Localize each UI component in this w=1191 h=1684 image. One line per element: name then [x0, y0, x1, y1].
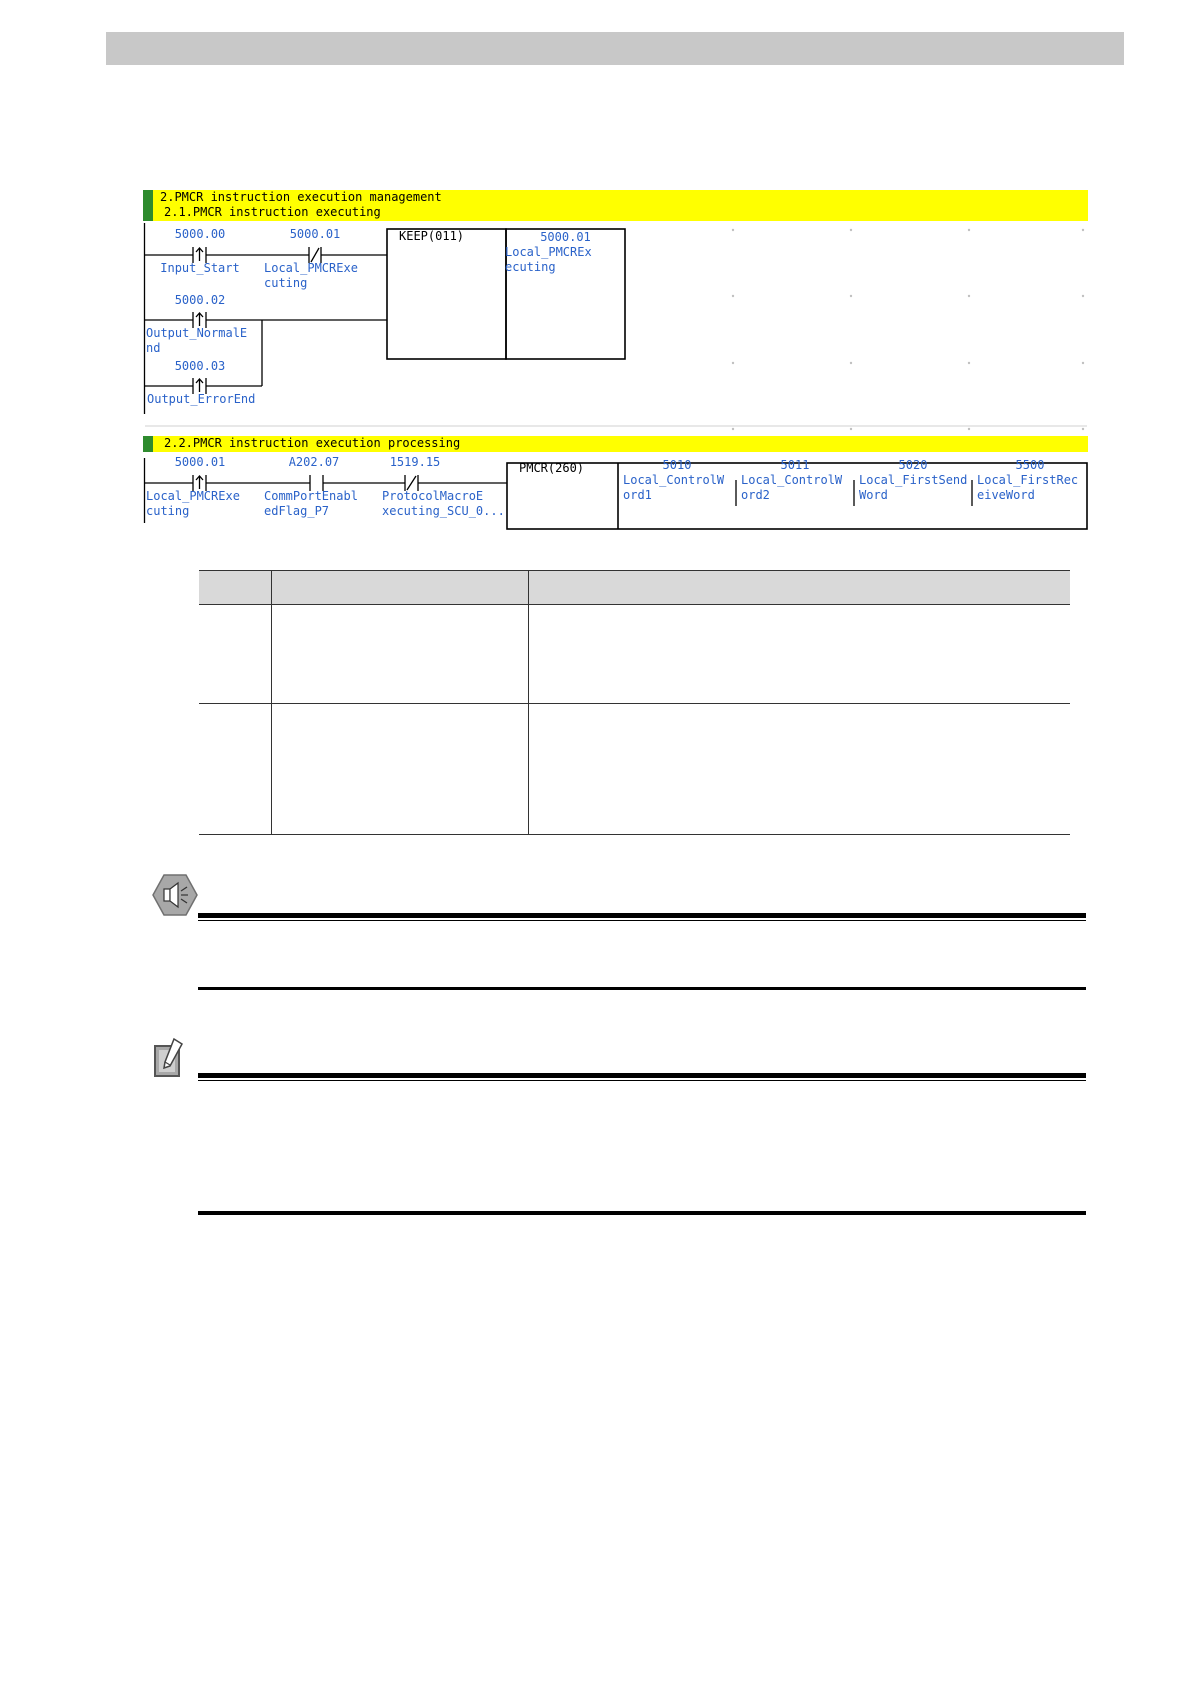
table-header-cell: [529, 571, 1071, 605]
contact-name: xecuting_SCU_0...: [382, 504, 505, 518]
table-cell: [272, 704, 529, 835]
contact-address: 5000.00: [174, 227, 226, 241]
section-2-1-title: 2.1.PMCR instruction executing: [164, 205, 381, 219]
table-header-cell: [199, 571, 272, 605]
table-cell: [529, 605, 1071, 704]
contact-address: 5000.03: [174, 359, 226, 373]
operand-name: ord2: [741, 488, 770, 502]
contact-name: edFlag_P7: [264, 504, 330, 518]
contact-address: A202.07: [288, 455, 340, 469]
operand-name: Local_FirstRec: [977, 473, 1079, 487]
table-cell: [199, 704, 272, 835]
table-header-row: [199, 571, 1070, 605]
keep-output-name: Local_PMCREx: [505, 245, 592, 259]
keep-instruction-label: KEEP(011): [399, 229, 465, 243]
contact-name: cuting: [146, 504, 190, 518]
operand-address: 5011: [780, 458, 810, 472]
contact-name: cuting: [264, 276, 308, 290]
correct-use-top-rule-thin: [198, 1080, 1086, 1081]
operand-name: Word: [859, 488, 888, 502]
speaker-precaution-icon: [152, 874, 198, 921]
pencil-clipboard-icon: [152, 1036, 188, 1083]
contact-name: Output_ErrorEnd: [147, 392, 256, 406]
contact-name: Input_Start: [160, 261, 240, 275]
table-cell: [529, 704, 1071, 835]
contact-address: 5000.01: [289, 227, 341, 241]
table-header-cell: [272, 571, 529, 605]
operand-name: Local_ControlW: [741, 473, 843, 487]
operand-address: 5500: [1015, 458, 1045, 472]
table-cell: [199, 605, 272, 704]
contact-address: 5000.02: [174, 293, 226, 307]
contact-name: ProtocolMacroE: [382, 489, 484, 503]
pmcr-instruction-label: PMCR(260): [519, 461, 585, 475]
note-top-rule-thin: [198, 920, 1086, 921]
page-header-bar: [106, 32, 1124, 65]
note-bottom-rule: [198, 987, 1086, 990]
operand-address: 5020: [898, 458, 928, 472]
contact-name: Local_PMCRExe: [264, 261, 358, 275]
operand-name: Local_ControlW: [623, 473, 725, 487]
correct-use-top-rule: [198, 1073, 1086, 1078]
contact-address: 5000.01: [174, 455, 226, 469]
operand-name: eiveWord: [977, 488, 1035, 502]
correct-use-bottom-rule: [198, 1211, 1086, 1215]
table-row: [199, 605, 1070, 704]
contact-name: nd: [146, 341, 161, 355]
section-2-title: 2.PMCR instruction execution management: [160, 190, 442, 204]
operand-name: ord1: [623, 488, 652, 502]
section-header-2: [143, 190, 1088, 221]
contact-name: Output_NormalE: [146, 326, 248, 340]
section-2-2-title: 2.2.PMCR instruction execution processing: [164, 436, 461, 450]
contact-name: Local_PMCRExe: [146, 489, 240, 503]
table-row: [199, 704, 1070, 835]
operand-address: 5010: [662, 458, 692, 472]
keep-output-address: 5000.01: [540, 230, 591, 244]
contact-name: CommPortEnabl: [264, 489, 358, 503]
note-top-rule: [198, 913, 1086, 918]
operand-name: Local_FirstSend: [859, 473, 968, 487]
table-cell: [272, 605, 529, 704]
ladder-diagram: [143, 190, 1088, 530]
description-table: [199, 570, 1070, 835]
keep-output-name: ecuting: [505, 260, 556, 274]
contact-address: 1519.15: [389, 455, 441, 469]
section-header-2-2: [143, 436, 1088, 452]
